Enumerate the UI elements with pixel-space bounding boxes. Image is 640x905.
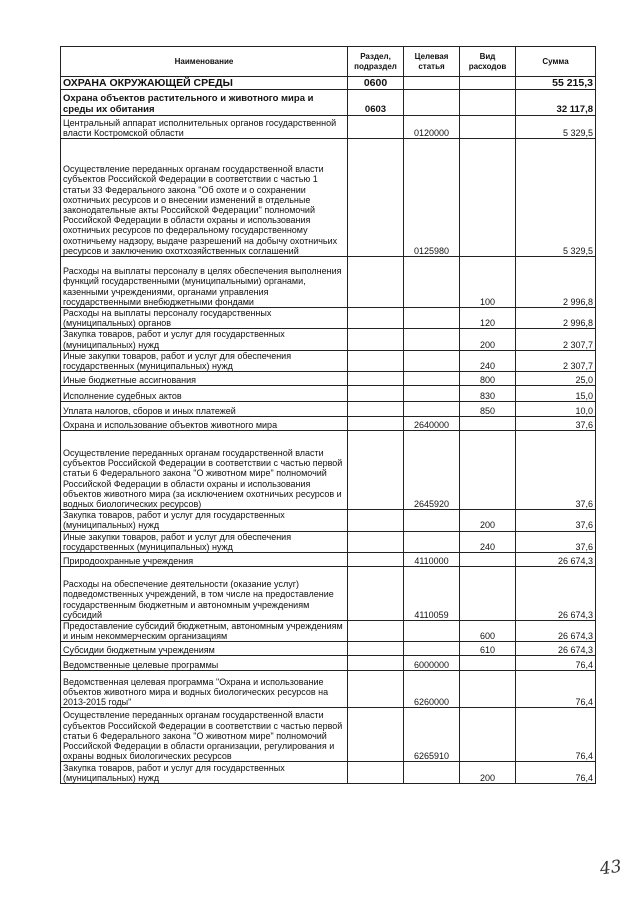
cell-article: [404, 762, 460, 784]
cell-type: 200: [460, 329, 516, 350]
cell-article: [404, 372, 460, 386]
table-row: [61, 402, 596, 417]
cell-section: [348, 350, 404, 371]
cell-article: 0125980: [404, 139, 460, 257]
cell-type: 600: [460, 621, 516, 642]
table-row: [61, 308, 596, 329]
cell-article: [404, 386, 460, 402]
cell-type: [460, 656, 516, 671]
cell-sum: 37,6: [516, 531, 596, 552]
cell-name: Природоохранные учреждения: [61, 553, 348, 567]
cell-sum: 2 996,8: [516, 257, 596, 308]
cell-sum: 76,4: [516, 656, 596, 671]
table-row: [61, 372, 596, 386]
cell-name: Исполнение судебных актов: [61, 386, 348, 402]
cell-section: [348, 708, 404, 762]
table-body: [61, 77, 596, 784]
cell-article: 6265910: [404, 708, 460, 762]
cell-section: 0600: [348, 77, 404, 90]
cell-name: Расходы на обеспечение деятельности (оказание услуг) подведомственных учреждений, в том числе на предоставление государственным бюджетным и автономным учреждениям субсидий: [61, 567, 348, 621]
cell-name: Уплата налогов, сборов и иных платежей: [61, 402, 348, 417]
cell-section: [348, 402, 404, 417]
cell-article: 2645920: [404, 431, 460, 510]
cell-sum: 76,4: [516, 671, 596, 708]
cell-section: [348, 621, 404, 642]
cell-article: [404, 402, 460, 417]
table-row: [61, 431, 596, 510]
cell-sum: 37,6: [516, 510, 596, 531]
header-row: [61, 47, 596, 77]
cell-article: 0120000: [404, 116, 460, 139]
cell-type: [460, 431, 516, 510]
cell-article: [404, 350, 460, 371]
cell-name: Охрана и использование объектов животного мира: [61, 417, 348, 431]
cell-sum: 26 674,3: [516, 567, 596, 621]
cell-sum: 76,4: [516, 762, 596, 784]
table-row: [61, 621, 596, 642]
cell-name: Ведомственные целевые программы: [61, 656, 348, 671]
cell-type: 610: [460, 642, 516, 656]
budget-table: [60, 46, 596, 784]
cell-article: [404, 90, 460, 116]
cell-type: [460, 77, 516, 90]
cell-sum: 37,6: [516, 431, 596, 510]
cell-type: [460, 708, 516, 762]
cell-type: 830: [460, 386, 516, 402]
cell-name: Закупка товаров, работ и услуг для государственных (муниципальных) нужд: [61, 510, 348, 531]
page-number: 43: [598, 856, 623, 880]
cell-sum: 76,4: [516, 708, 596, 762]
table-row: [61, 139, 596, 257]
table-row: [61, 77, 596, 90]
cell-sum: 55 215,3: [516, 77, 596, 90]
cell-name: Осуществление переданных органам государственной власти субъектов Российской Федерации в соответствии с частью первой статьи 6 Федерального закона "О животном мире" полномочий Российской Федерации в области организации, регулирования и охраны водных биологических ресурсов: [61, 708, 348, 762]
cell-sum: 2 996,8: [516, 308, 596, 329]
cell-name: ОХРАНА ОКРУЖАЮЩЕЙ СРЕДЫ: [61, 77, 348, 90]
cell-type: 120: [460, 308, 516, 329]
cell-type: 100: [460, 257, 516, 308]
header-sum: Сумма: [516, 47, 596, 77]
cell-sum: 37,6: [516, 417, 596, 431]
table-row: [61, 567, 596, 621]
cell-type: [460, 139, 516, 257]
table-row: [61, 329, 596, 350]
cell-section: [348, 308, 404, 329]
cell-article: [404, 77, 460, 90]
cell-type: [460, 90, 516, 116]
cell-section: [348, 567, 404, 621]
table-row: [61, 553, 596, 567]
header-type: Вид расходов: [460, 47, 516, 77]
cell-article: [404, 642, 460, 656]
cell-name: Расходы на выплаты персоналу в целях обеспечения выполнения функций государственными (муниципальными) органами, казенными учреждениями, органами управления государственными внебюджетными фондами: [61, 257, 348, 308]
cell-article: [404, 531, 460, 552]
cell-type: 240: [460, 350, 516, 371]
header-article: Целевая статья: [404, 47, 460, 77]
cell-type: 240: [460, 531, 516, 552]
table-row: [61, 656, 596, 671]
cell-type: [460, 567, 516, 621]
cell-type: [460, 553, 516, 567]
cell-type: [460, 116, 516, 139]
cell-type: 850: [460, 402, 516, 417]
cell-name: Центральный аппарат исполнительных органов государственной власти Костромской области: [61, 116, 348, 139]
cell-article: [404, 329, 460, 350]
cell-section: [348, 762, 404, 784]
cell-section: [348, 510, 404, 531]
cell-type: 200: [460, 762, 516, 784]
cell-name: Осуществление переданных органам государственной власти субъектов Российской Федерации в соответствии с частью первой статьи 6 Федерального закона "О животном мире" полномочий Российской Федерации в области охраны и использования объектов животного мира (за исключением охотничьих ресурсов и водных биологических ресурсов): [61, 431, 348, 510]
cell-section: [348, 431, 404, 510]
cell-section: 0603: [348, 90, 404, 116]
cell-name: Субсидии бюджетным учреждениям: [61, 642, 348, 656]
cell-section: [348, 386, 404, 402]
cell-name: Охрана объектов растительного и животного мира и среды их обитания: [61, 90, 348, 116]
cell-name: Закупка товаров, работ и услуг для государственных (муниципальных) нужд: [61, 329, 348, 350]
cell-section: [348, 329, 404, 350]
cell-type: [460, 417, 516, 431]
cell-sum: 26 674,3: [516, 553, 596, 567]
cell-name: Иные закупки товаров, работ и услуг для обеспечения государственных (муниципальных) нужд: [61, 350, 348, 371]
cell-article: [404, 510, 460, 531]
cell-sum: 15,0: [516, 386, 596, 402]
cell-article: [404, 308, 460, 329]
table-row: [61, 386, 596, 402]
cell-type: [460, 671, 516, 708]
cell-section: [348, 257, 404, 308]
cell-name: Предоставление субсидий бюджетным, автономным учреждениям и иным некоммерческим организациям: [61, 621, 348, 642]
table-row: [61, 90, 596, 116]
table-row: [61, 257, 596, 308]
cell-section: [348, 671, 404, 708]
table-row: [61, 417, 596, 431]
cell-article: 4110000: [404, 553, 460, 567]
cell-sum: 32 117,8: [516, 90, 596, 116]
cell-sum: 2 307,7: [516, 350, 596, 371]
cell-article: 4110059: [404, 567, 460, 621]
cell-sum: 26 674,3: [516, 642, 596, 656]
header-name: Наименование: [61, 47, 348, 77]
cell-section: [348, 116, 404, 139]
cell-sum: 25,0: [516, 372, 596, 386]
cell-name: Иные закупки товаров, работ и услуг для обеспечения государственных (муниципальных) нужд: [61, 531, 348, 552]
table-row: [61, 510, 596, 531]
cell-section: [348, 553, 404, 567]
cell-name: Закупка товаров, работ и услуг для государственных (муниципальных) нужд: [61, 762, 348, 784]
table-row: [61, 531, 596, 552]
cell-section: [348, 372, 404, 386]
table-row: [61, 350, 596, 371]
cell-article: 6000000: [404, 656, 460, 671]
cell-section: [348, 656, 404, 671]
cell-article: [404, 257, 460, 308]
cell-section: [348, 642, 404, 656]
cell-article: 6260000: [404, 671, 460, 708]
cell-name: Иные бюджетные ассигнования: [61, 372, 348, 386]
cell-name: Расходы на выплаты персоналу государственных (муниципальных) органов: [61, 308, 348, 329]
cell-section: [348, 139, 404, 257]
cell-sum: 5 329,5: [516, 116, 596, 139]
cell-section: [348, 417, 404, 431]
cell-section: [348, 531, 404, 552]
cell-type: 800: [460, 372, 516, 386]
cell-sum: 10,0: [516, 402, 596, 417]
cell-type: 200: [460, 510, 516, 531]
table-row: [61, 642, 596, 656]
table-row: [61, 708, 596, 762]
cell-name: Осуществление переданных органам государственной власти субъектов Российской Федерации в соответствии с частью 1 статьи 33 Федерального закона "Об охоте и о сохранении охотничьих ресурсов и о внесении изменений в отдельные законодательные акты Российской Федерации" полномочий Российской Федерации в области охраны и использования охотничьих ресурсов по федеральному государственному охотничьему надзору, выдаче разрешений на добычу охотничьих ресурсов и заключению охотхозяйственных соглашений: [61, 139, 348, 257]
cell-sum: 2 307,7: [516, 329, 596, 350]
header-section: Раздел, подраздел: [348, 47, 404, 77]
table-row: [61, 671, 596, 708]
cell-sum: 26 674,3: [516, 621, 596, 642]
cell-sum: 5 329,5: [516, 139, 596, 257]
cell-article: 2640000: [404, 417, 460, 431]
table-row: [61, 116, 596, 139]
table-row: [61, 762, 596, 784]
cell-name: Ведомственная целевая программа "Охрана и использование объектов животного мира и водных биологических ресурсов на 2013-2015 годы": [61, 671, 348, 708]
cell-article: [404, 621, 460, 642]
